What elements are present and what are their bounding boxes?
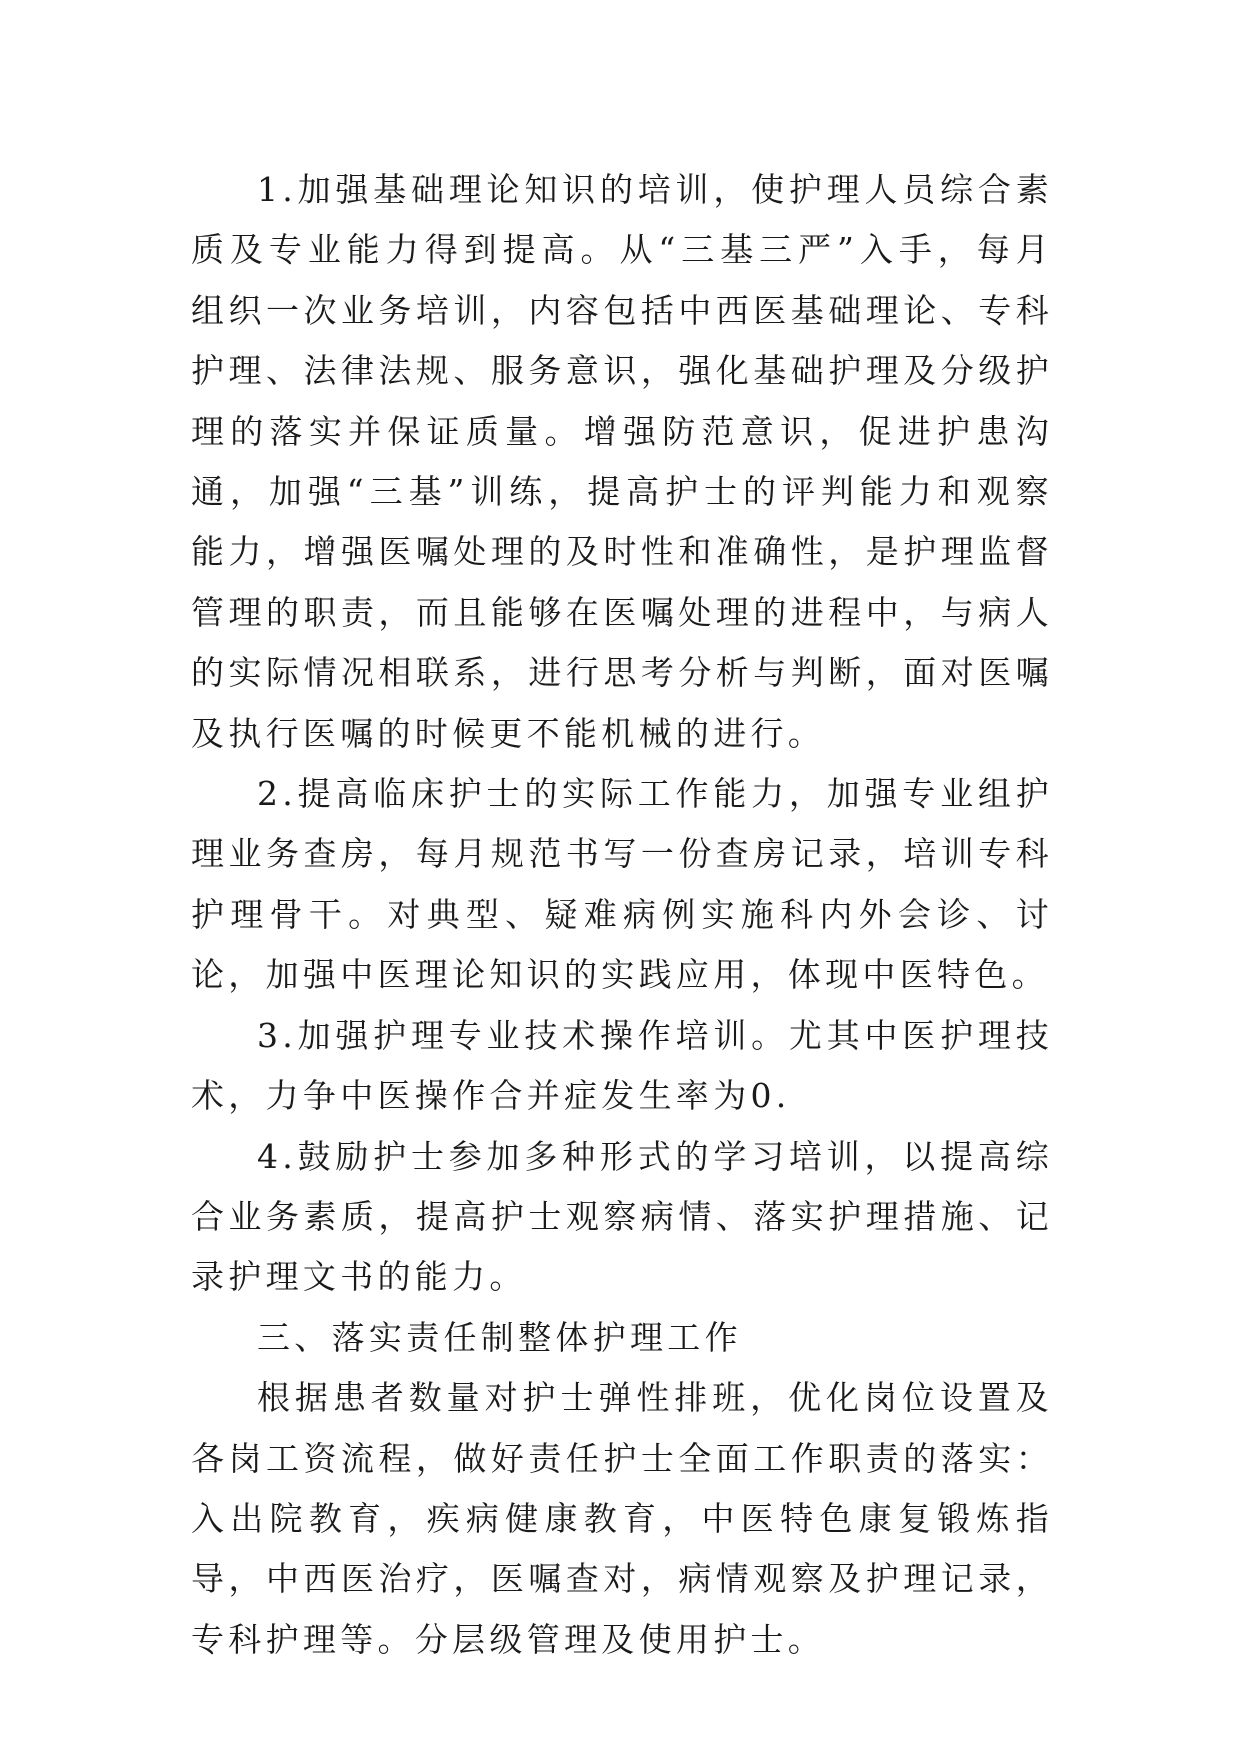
paragraph-item-3: 3.加强护理专业技术操作培训。尤其中医护理技术，力争中医操作合并症发生率为0.: [191, 1015, 1053, 1116]
paragraph-item-1: 1.加强基础理论知识的培训，使护理人员综合素质及专业能力得到提高。从“三基三严”入手，每月组织一次业务培训，内容包括中西医基础理论、专科护理、法律法规、服务意识，强化基础护理及分级护理的落实并保证质量。增强防范意识，促进护患沟通，加强“三基”训练，提高护士的评判能力和观察能力，增强医嘱处理的及时性和准确性，是护理监督管理的职责，而且能够在医嘱处理的进程中，与病人的实际情况相联系，进行思考分析与判断，面对医嘱及执行医嘱的时候更不能机械的进行。: [191, 170, 1053, 753]
paragraph-item-4: 4.鼓励护士参加多种形式的学习培训，以提高综合业务素质，提高护士观察病情、落实护理措施、记录护理文书的能力。: [191, 1136, 1053, 1297]
paragraph-item-5: 根据患者数量对护士弹性排班，优化岗位设置及各岗工资流程，做好责任护士全面工作职责的落实：入出院教育，疾病健康教育，中医特色康复锻炼指导，中西医治疗，医嘱查对，病情观察及护理记录，专科护理等。分层级管理及使用护士。: [191, 1378, 1053, 1659]
paragraph-item-2: 2.提高临床护士的实际工作能力，加强专业组护理业务查房，每月规范书写一份查房记录，培训专科护理骨干。对典型、疑难病例实施科内外会诊、讨论，加强中医理论知识的实践应用，体现中医特色。: [191, 774, 1053, 995]
document-body: [191, 160, 1053, 1670]
section-heading: 三、落实责任制整体护理工作: [257, 1317, 742, 1357]
